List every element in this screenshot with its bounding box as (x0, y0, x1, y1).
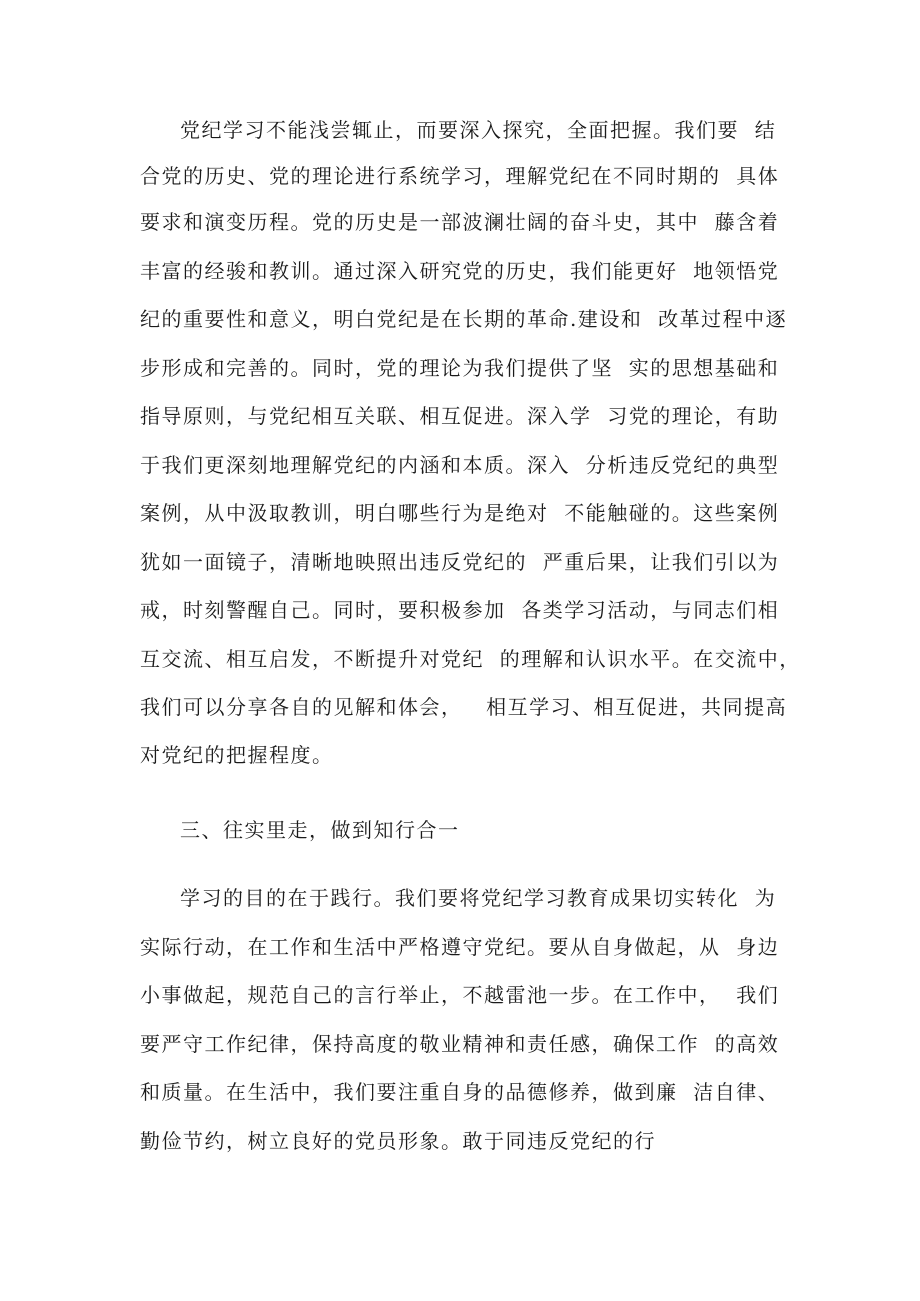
paragraph-1-line-5: 纪的重要性和意义，明白党纪是在长期的革命.建设和 改革过程中逐 (140, 307, 788, 331)
paragraph-1-line-7: 指导原则，与党纪相互关联、相互促进。深入学 习党的理论，有助 (140, 404, 780, 428)
paragraph-2-line-5: 和质量。在生活中，我们要注重自身的品德修养，做到廉 洁自律、 (140, 1080, 780, 1104)
paragraph-1-line-2: 合党的历史、党的理论进行系统学习，理解党纪在不同时期的 具体 (140, 164, 780, 188)
paragraph-1-line-12: 互交流、相互启发，不断提升对党纪 的理解和认识水平。在交流中， (140, 647, 801, 671)
paragraph-1-line-3: 要求和演变历程。党的历史是一部波澜壮阔的奋斗史，其中 藤含着 (140, 210, 780, 234)
paragraph-2-line-6: 勤俭节约，树立良好的党员形象。敢于同违反党纪的行 (140, 1129, 656, 1153)
paragraph-2-line-4: 要严守工作纪律，保持高度的敬业精神和责任感，确保工作 的高效 (140, 1032, 780, 1056)
paragraph-2-line-1: 学习的目的在于践行。我们要将党纪学习教育成果切实转化 为 (180, 886, 777, 910)
paragraph-1-line-11: 戒，时刻警醒自己。同时，要积极参加 各类学习活动，与同志们相 (140, 598, 780, 622)
paragraph-1-line-1: 党纪学习不能浅尝辄止，而要深入探究，全面把握。我们要 结 (180, 118, 777, 142)
paragraph-1-line-14: 对党纪的把握程度。 (140, 743, 334, 767)
paragraph-2-line-3: 小事做起，规范自己的言行举止，不越雷池一步。在工作中， 我们 (140, 983, 780, 1007)
paragraph-1-line-4: 丰富的经骏和教训。通过深入研究党的历史，我们能更好 地领悟党 (140, 259, 780, 283)
paragraph-1-line-13: 我们可以分享各自的见解和体会， 相互学习、相互促进，共同提高 (140, 695, 788, 719)
section-heading: 三、往实里走，做到知行合一 (180, 818, 460, 842)
paragraph-1-line-8: 于我们更深刻地理解党纪的内涵和本质。深入 分析违反党纪的典型 (140, 453, 780, 477)
paragraph-1-line-6: 步形成和完善的。同时，党的理论为我们提供了坚 实的思想基础和 (140, 356, 780, 380)
paragraph-1-line-9: 案例，从中汲取教训，明白哪些行为是绝对 不能触碰的。这些案例 (140, 501, 780, 525)
paragraph-2-line-2: 实际行动，在工作和生活中严格遵守党纪。要从自身做起，从 身边 (140, 935, 780, 959)
paragraph-1-line-10: 犹如一面镜子，清晰地映照出违反党纪的 严重后果，让我们引以为 (140, 550, 780, 574)
